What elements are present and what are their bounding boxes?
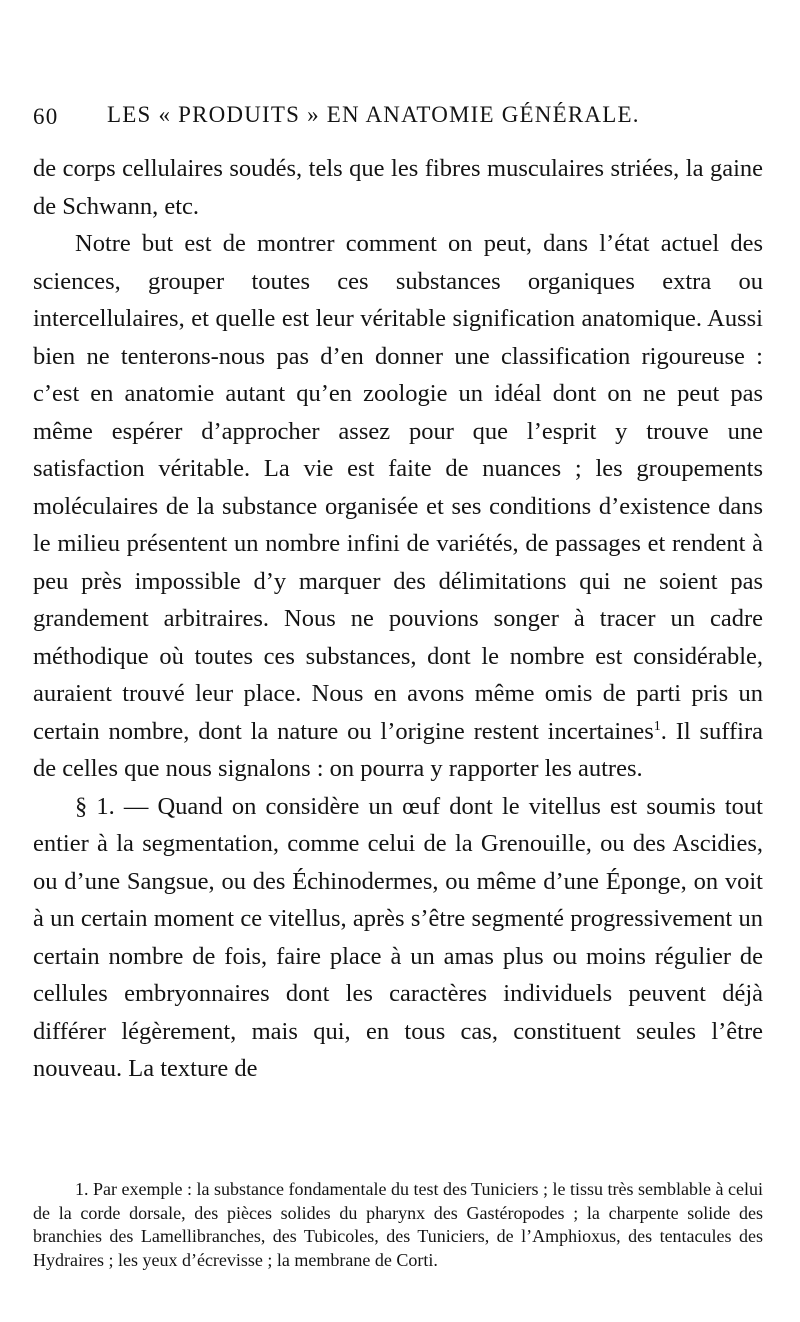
running-head	[33, 104, 763, 140]
footnote-marker: 1.	[75, 1179, 89, 1199]
footnote-paragraph	[33, 1178, 763, 1272]
running-title: LES « PRODUITS » EN ANATOMIE GÉNÉRALE.	[107, 102, 640, 127]
footnote-text: Par exemple : la substance fondamentale du test des Tuniciers ; le tissu très semblable à celui de la corde dorsale, des pièces solides du pharynx des Gastéropodes ; la charpente solide des branchies des Lamellibranches, des Tubicoles, des Tuniciers, de l’Amphioxus, des tentacules des Hydraires ; les yeux d’écrevisse ; la membrane de Corti.	[33, 1179, 763, 1270]
paragraph-text: Notre but est de montrer comment on peut, dans l’état actuel des sciences, grouper toutes ces substances organiques extra ou intercellulaires, et quelle est leur véritable signification anatomique. Aussi bien ne tenterons-nous pas d’en donner une classification rigoureuse : c’est en anatomie autant qu’en zoologie un idéal dont on ne peut pas même espérer d’approcher assez pour que l’esprit y trouve une satisfaction véritable. La vie est faite de nuances ; les groupements moléculaires de la substance organisée et ses conditions d’existence dans le milieu présentent un nombre infini de variétés, de passages et rendent à peu près impossible d’y marquer des délimitations qui ne soient pas grandement arbitraires. Nous ne pouvions songer à tracer un cadre méthodique où toutes ces substances, dont le nombre est considérable, auraient trouvé leur place. Nous en avons même omis de parti pris un certain nombre, dont la nature ou l’origine restent incertaines	[33, 230, 763, 745]
paragraph-purpose	[33, 225, 763, 788]
body-text	[33, 150, 763, 1088]
paragraph-continuation	[33, 150, 763, 225]
paragraph-text: de corps cellulaires soudés, tels que les fibres musculaires striées, la gaine de Schwann, etc.	[33, 155, 763, 220]
footnote	[33, 1178, 763, 1272]
paragraph-section-1	[33, 788, 763, 1088]
footnote-reference[interactable]: 1	[653, 718, 661, 734]
page-number: 60	[33, 104, 59, 129]
paragraph-text: § 1. — Quand on considère un œuf dont le vitellus est soumis tout entier à la segmentation, comme celui de la Grenouille, ou des Ascidies, ou d’une Sangsue, ou des Échinodermes, ou même d’une Éponge, on voit à un certain moment ce vitellus, après s’être segmenté progressivement un certain nombre de fois, faire place à un amas plus ou moins régulier de cellules embryonnaires dont les caractères individuels peuvent déjà différer légèrement, mais qui, en tous cas, constituent seules l’être nouveau. La texture de	[33, 792, 763, 1082]
paragraph-text-continued: . Il suffira de celles que nous signalons : on pourra y rapporter les autres.	[33, 717, 763, 782]
